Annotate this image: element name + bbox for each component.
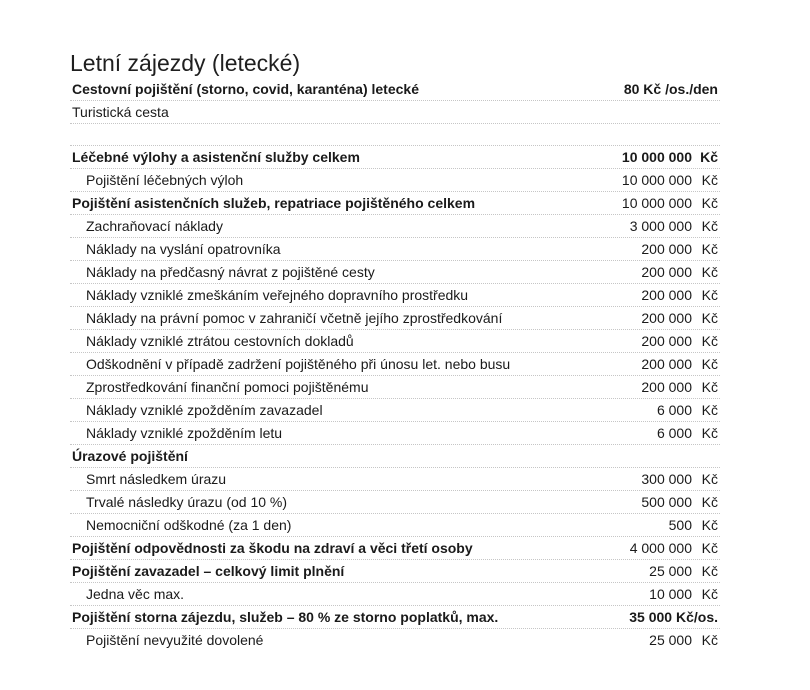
- row-amount: 10 000: [649, 586, 692, 602]
- row-label: Pojištění léčebných výloh: [86, 172, 244, 188]
- row-label: Smrt následkem úrazu: [86, 471, 227, 487]
- row-amount: 25 000: [649, 563, 692, 579]
- row-amount: 10 000 000: [621, 195, 692, 211]
- page-title: Letní zájezdy (letecké): [70, 50, 301, 76]
- subtitle-label: Turistická cesta: [72, 104, 169, 120]
- row-label: Pojištění odpovědnosti za škodu na zdraví a věci třetí osoby: [72, 540, 473, 556]
- row-amount: 200 000: [641, 333, 692, 349]
- row-label: Pojištění nevyužité dovolené: [86, 632, 264, 648]
- row-amount: 500: [668, 517, 692, 533]
- row-label: Zprostředkování finanční pomoci pojištěnému: [86, 379, 369, 395]
- table-row: [70, 583, 720, 606]
- table-row: [70, 307, 720, 330]
- table-row: [70, 514, 720, 537]
- row-amount: 10 000 000: [621, 149, 692, 165]
- table-row: [70, 422, 720, 445]
- spacer-row: [70, 124, 720, 146]
- table-row: [70, 629, 720, 652]
- row-unit: Kč: [701, 586, 718, 602]
- row-unit: Kč: [701, 195, 718, 211]
- table-row: [70, 468, 720, 491]
- row-unit: Kč: [701, 402, 718, 418]
- row-amount: 3 000 000: [629, 218, 692, 234]
- header-row-label: Cestovní pojištění (storno, covid, karanténa) letecké: [72, 81, 419, 97]
- row-unit: Kč: [701, 310, 718, 326]
- table-row: [70, 560, 720, 583]
- section-header-row: [70, 445, 720, 468]
- subtitle-row: [70, 101, 720, 124]
- row-label: Náklady vzniklé ztrátou cestovních dokladů: [86, 333, 354, 349]
- row-full-amount: 35 000 Kč/os.: [629, 609, 718, 625]
- row-unit: Kč: [701, 333, 718, 349]
- row-amount: 6 000: [656, 425, 692, 441]
- row-amount: 300 000: [641, 471, 692, 487]
- row-label: Odškodnění v případě zadržení pojištěného při únosu let. nebo busu: [86, 356, 511, 372]
- row-unit: Kč: [701, 494, 718, 510]
- row-amount: 200 000: [641, 379, 692, 395]
- row-amount: 200 000: [641, 264, 692, 280]
- row-label: Trvalé následky úrazu (od 10 %): [86, 494, 288, 510]
- row-amount: 200 000: [641, 241, 692, 257]
- row-label: Léčebné výlohy a asistenční služby celkem: [72, 149, 360, 165]
- row-label: Pojištění storna zájezdu, služeb – 80 % ze storno poplatků, max.: [72, 609, 499, 625]
- row-label: Nemocniční odškodné (za 1 den): [86, 517, 292, 533]
- row-unit: Kč: [701, 425, 718, 441]
- row-unit: Kč: [701, 172, 718, 188]
- row-unit: Kč: [701, 540, 718, 556]
- table-row: [70, 330, 720, 353]
- row-amount: 6 000: [656, 402, 692, 418]
- row-amount: 25 000: [649, 632, 692, 648]
- row-unit: Kč: [701, 287, 718, 303]
- row-label: Zachraňovací náklady: [86, 218, 223, 234]
- row-label: Náklady na předčasný návrat z pojištěné cesty: [86, 264, 375, 280]
- table-row: [70, 238, 720, 261]
- row-label: Náklady na právní pomoc v zahraničí včetně jejího zprostředkování: [86, 310, 503, 326]
- row-unit: Kč: [701, 517, 718, 533]
- table-row: [70, 353, 720, 376]
- row-label: Jedna věc max.: [86, 586, 185, 602]
- row-label: Náklady vzniklé zpožděním zavazadel: [86, 402, 323, 418]
- row-unit: Kč: [701, 356, 718, 372]
- row-amount: 200 000: [641, 356, 692, 372]
- row-unit: Kč: [701, 563, 718, 579]
- table-row: [70, 537, 720, 560]
- header-row: [70, 78, 720, 101]
- row-amount: 200 000: [641, 287, 692, 303]
- table-row: [70, 284, 720, 307]
- table-row: [70, 606, 720, 629]
- table-row: [70, 261, 720, 284]
- row-unit: Kč: [701, 241, 718, 257]
- row-unit: Kč: [701, 471, 718, 487]
- row-unit: Kč: [701, 379, 718, 395]
- row-label: Pojištění asistenčních služeb, repatriace pojištěného celkem: [72, 195, 476, 211]
- row-amount: 10 000 000: [621, 172, 692, 188]
- header-row-price: 80 Kč /os./den: [623, 81, 718, 97]
- table-row: [70, 169, 720, 192]
- insurance-table: [70, 48, 720, 652]
- row-unit: Kč: [701, 632, 718, 648]
- table-row: [70, 376, 720, 399]
- table-row: [70, 215, 720, 238]
- section-label: Úrazové pojištění: [72, 448, 188, 464]
- row-unit: Kč: [700, 149, 718, 165]
- row-label: Náklady vzniklé zmeškáním veřejného dopravního prostředku: [86, 287, 469, 303]
- table-row: [70, 491, 720, 514]
- row-amount: 4 000 000: [629, 540, 692, 556]
- row-unit: Kč: [701, 218, 718, 234]
- row-unit: Kč: [701, 264, 718, 280]
- table-row: [70, 399, 720, 422]
- row-amount: 200 000: [641, 310, 692, 326]
- row-label: Náklady na vyslání opatrovníka: [86, 241, 281, 257]
- row-amount: 500 000: [641, 494, 692, 510]
- row-label: Pojištění zavazadel – celkový limit plnění: [72, 563, 345, 579]
- table-row: [70, 146, 720, 169]
- table-row: [70, 192, 720, 215]
- row-label: Náklady vzniklé zpožděním letu: [86, 425, 283, 441]
